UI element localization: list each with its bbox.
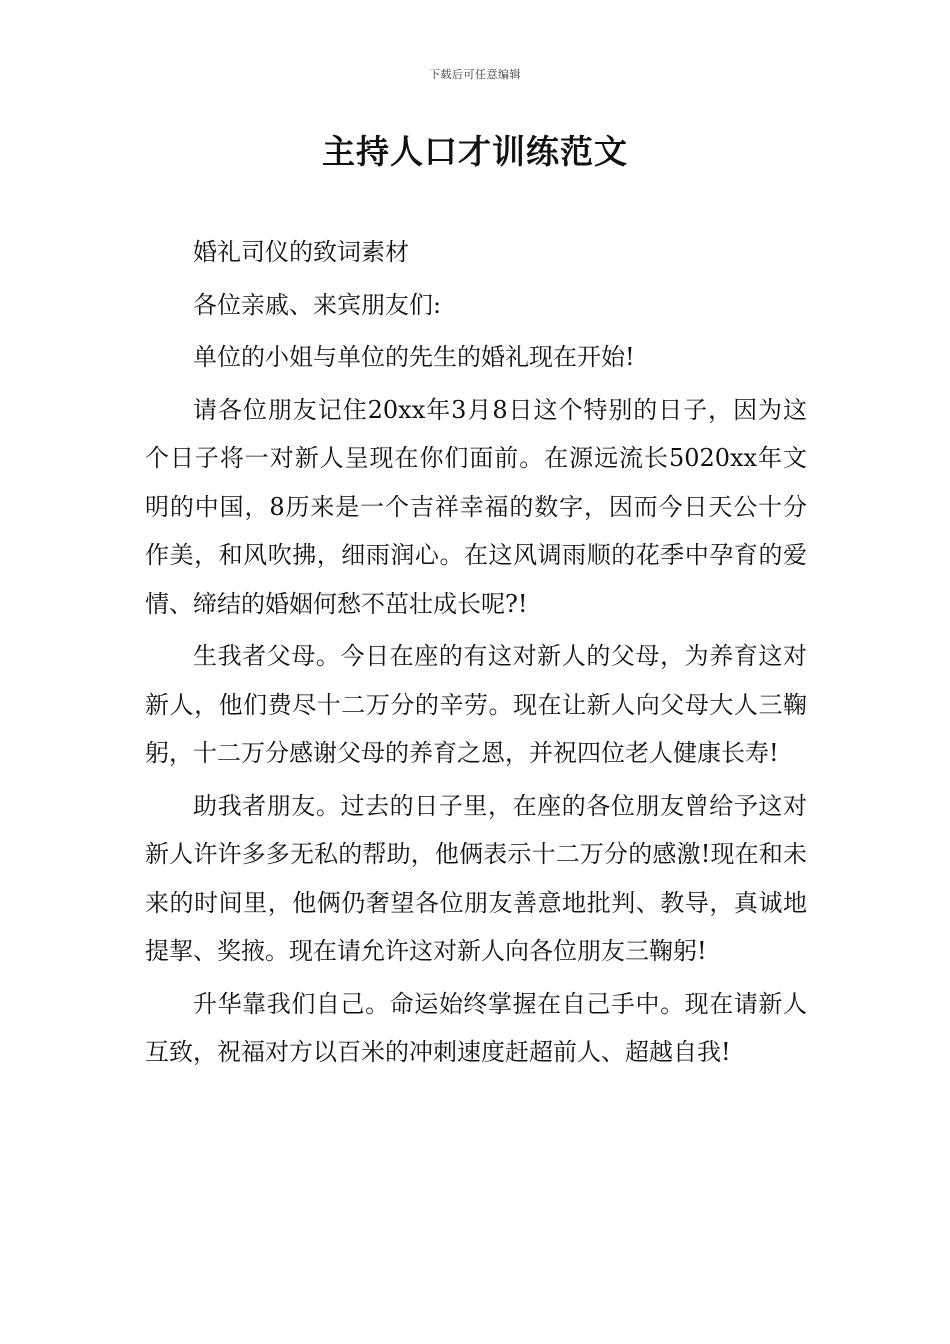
paragraph-heading: 婚礼司仪的致词素材 xyxy=(193,238,409,266)
document-body xyxy=(145,228,807,1077)
document-title: 主持人口才训练范文 xyxy=(322,132,628,171)
paragraph-salutation: 各位亲戚、来宾朋友们: xyxy=(193,290,442,319)
paragraph-parents: 生我者父母。今日在座的有这对新人的父母，为养育这对新人，他们费尽十二万分的辛劳。现在让新人向父母大人三鞠躬，十二万分感谢父母的养育之恩，并祝四位老人健康长寿! xyxy=(145,642,807,767)
paragraph-ourselves: 升华靠我们自己。命运始终掌握在自己手中。现在请新人互致，祝福对方以百米的冲刺速度赶超前人、超越自我! xyxy=(145,989,807,1066)
paragraph-date: 请各位朋友记住20xx年3月8日这个特别的日子，因为这个日子将一对新人呈现在你们面前。在源远流长5020xx年文明的中国，8历来是一个吉祥幸福的数字，因而今日天公十分作美，和风吹拂，细雨润心。在这风调雨顺的花季中孕育的爱情、缔结的婚姻何愁不茁壮成长呢?! xyxy=(145,395,807,618)
paragraph-opening: 单位的小姐与单位的先生的婚礼现在开始! xyxy=(193,343,635,371)
page-header-note: 下载后可任意编辑 xyxy=(429,68,521,81)
paragraph-friends: 助我者朋友。过去的日子里，在座的各位朋友曾给予这对新人许许多多无私的帮助，他俩表示十二万分的感激!现在和未来的时间里，他俩仍奢望各位朋友善意地批判、教导，真诚地提挈、奖掖。现在请允许这对新人向各位朋友三鞠躬! xyxy=(145,791,807,965)
